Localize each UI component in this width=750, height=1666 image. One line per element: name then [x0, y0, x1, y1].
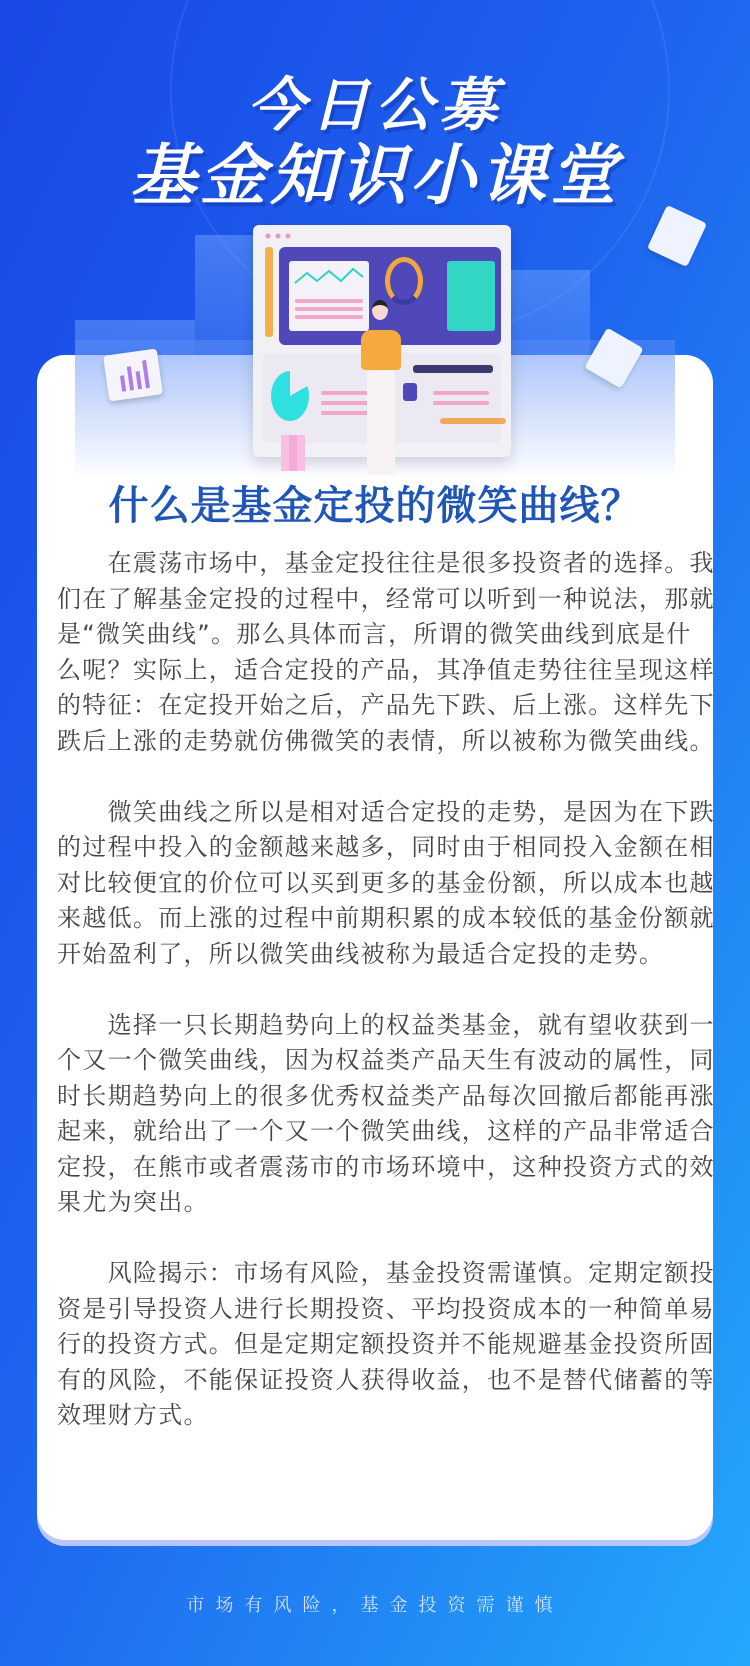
line-chart-icon: [289, 261, 369, 291]
text-line: 么呢？实际上，适合定投的产品，其净值走势往往呈现这样: [57, 655, 715, 684]
text-line: 对比较便宜的价位可以买到更多的基金份额，所以成本也越: [57, 868, 715, 897]
pie-chart-icon: [271, 371, 309, 421]
text-line: 资是引导投资人进行长期投资、平均投资成本的一种简单易: [57, 1294, 715, 1323]
text-line: 在震荡市场中，基金定投往往是很多投资者的选择。我: [57, 549, 715, 577]
article-body: [57, 546, 715, 1469]
text-line: 定投，在熊市或者震荡市的市场环境中，这种投资方式的效: [57, 1152, 715, 1181]
text-line: 个又一个微笑曲线，因为权益类产品天生有波动的属性，同: [57, 1046, 715, 1074]
side-table-illustration: [440, 418, 506, 424]
woman-figure-illustration: [357, 300, 407, 478]
text-line: 风险揭示：市场有风险，基金投资需谨慎。定期定额投: [57, 1259, 715, 1287]
text-line: 选择一只长期趋势向上的权益类基金，就有望收获到一: [57, 1010, 715, 1039]
header-title-line1: 今日公募: [246, 71, 503, 139]
paragraph: [57, 1256, 715, 1434]
paragraph: [57, 1008, 715, 1221]
text-line: 果尤为突出。: [57, 1188, 209, 1216]
text-line: 的过程中投入的金额越来越多，同时由于相同投入金额在相: [57, 833, 715, 861]
text-line: 的特征：在定投开始之后，产品先下跌、后上涨。这样先下: [57, 691, 715, 719]
paragraph: [57, 795, 715, 973]
text-line: 来越低。而上涨的过程中前期积累的成本较低的基金份额就: [57, 904, 715, 932]
text-line: 跌后上涨的走势就仿佛微笑的表情，所以被称为微笑曲线。: [57, 726, 715, 755]
bar-blocks-illustration: [281, 435, 305, 471]
header-title-line2: 基金知识小课堂: [130, 137, 620, 214]
text-line: 起来，就给出了一个又一个微笑曲线，这样的产品非常适合: [57, 1117, 715, 1145]
text-line: 们在了解基金定投的过程中，经常可以听到一种说法，那就: [57, 584, 715, 613]
text-line: 开始盈利了，所以微笑曲线被称为最适合定投的走势。: [57, 939, 665, 968]
text-line: 效理财方式。: [57, 1401, 209, 1429]
article-title: 什么是基金定投的微笑曲线？: [108, 483, 642, 529]
risk-disclaimer-footer: 市场有风险，基金投资需谨慎: [186, 1595, 564, 1616]
bar-chart-card-icon: [103, 348, 163, 401]
paragraph: [57, 546, 715, 759]
text-line: 是“微笑曲线”。那么具体而言，所谓的微笑曲线到底是什: [57, 620, 692, 648]
donut-chart-icon: [385, 257, 423, 305]
text-line: 微笑曲线之所以是相对适合定投的走势，是因为在下跌: [57, 797, 715, 826]
text-line: 时长期趋势向上的很多优秀权益类产品每次回撤后都能再涨: [57, 1081, 715, 1110]
text-line: 有的风险，不能保证投资人获得收益，也不是替代储蓄的等: [57, 1365, 715, 1394]
text-line: 行的投资方式。但是定期定额投资并不能规避基金投资所固: [57, 1330, 715, 1358]
